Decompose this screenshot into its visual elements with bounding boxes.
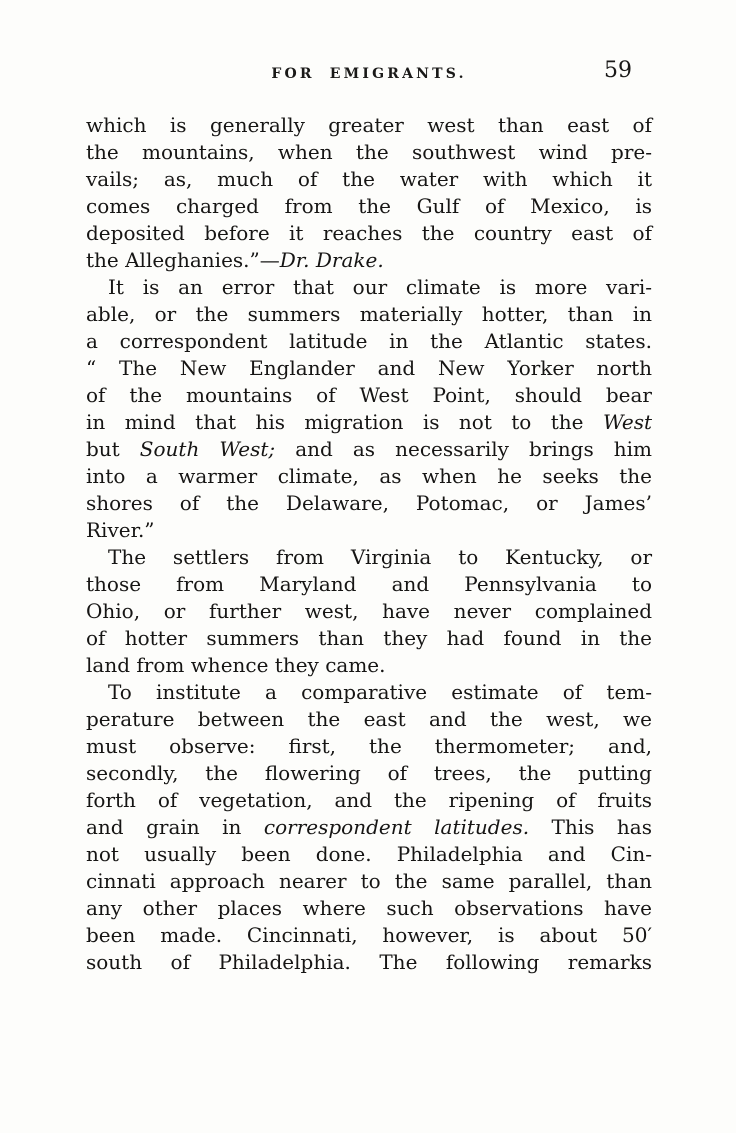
text-line xyxy=(86,814,652,841)
page-number: 59 xyxy=(604,58,632,83)
text-segment: but xyxy=(86,437,140,461)
text-segment: into a warmer climate, as when he seeks the xyxy=(86,464,652,488)
text-segment: shores of the Delaware, Potomac, or James’ xyxy=(86,491,652,515)
text-segment: cinnati approach nearer to the same parallel, than xyxy=(86,869,652,893)
text-line xyxy=(86,382,652,409)
text-line xyxy=(86,436,652,463)
text-segment: “ The New Englander and New Yorker north xyxy=(86,356,652,380)
text-line xyxy=(86,328,652,355)
text-segment: which is generally greater west than east of xyxy=(86,113,652,137)
text-line xyxy=(86,868,652,895)
paragraph xyxy=(86,112,652,274)
italic-text: Dr. Drake. xyxy=(279,248,384,272)
text-block xyxy=(86,112,652,976)
text-line xyxy=(86,895,652,922)
italic-text: correspondent latitudes. xyxy=(263,815,530,839)
text-line xyxy=(86,355,652,382)
text-segment: Ohio, or further west, have never complained xyxy=(86,599,652,623)
text-segment: the mountains, when the southwest wind pre- xyxy=(86,140,652,164)
text-line xyxy=(86,166,652,193)
text-segment: River.” xyxy=(86,518,155,542)
italic-text: West xyxy=(602,410,652,434)
text-segment: secondly, the flowering of trees, the putting xyxy=(86,761,652,785)
running-title: FOR EMIGRANTS. xyxy=(271,66,467,82)
page-header xyxy=(86,58,652,112)
text-segment: the Alleghanies.”— xyxy=(86,248,280,272)
text-line xyxy=(86,679,652,706)
text-segment: The settlers from Virginia to Kentucky, or xyxy=(108,545,652,569)
text-segment: south of Philadelphia. The following remarks xyxy=(86,950,652,974)
text-line xyxy=(86,220,652,247)
text-line xyxy=(86,787,652,814)
text-line xyxy=(86,463,652,490)
text-segment: To institute a comparative estimate of tem- xyxy=(108,680,652,704)
text-line xyxy=(86,193,652,220)
text-segment: and grain in xyxy=(86,815,264,839)
text-segment: must observe: first, the thermometer; and, xyxy=(86,734,652,758)
text-segment: It is an error that our climate is more vari- xyxy=(108,275,652,299)
text-segment: not usually been done. Philadelphia and Cin- xyxy=(86,842,652,866)
text-column xyxy=(86,58,652,976)
paragraph xyxy=(86,679,652,976)
text-line xyxy=(86,598,652,625)
text-line xyxy=(86,922,652,949)
text-segment: This has xyxy=(529,815,652,839)
text-segment: of hotter summers than they had found in the xyxy=(86,626,652,650)
text-line xyxy=(86,571,652,598)
paragraph xyxy=(86,544,652,679)
paragraph xyxy=(86,274,652,544)
text-line xyxy=(86,841,652,868)
italic-text: South West; xyxy=(139,437,276,461)
text-segment: any other places where such observations have xyxy=(86,896,652,920)
text-line xyxy=(86,733,652,760)
text-line xyxy=(86,544,652,571)
text-line xyxy=(86,409,652,436)
text-segment: of the mountains of West Point, should bear xyxy=(86,383,652,407)
text-segment: comes charged from the Gulf of Mexico, is xyxy=(86,194,652,218)
text-segment: land from whence they came. xyxy=(86,653,386,677)
text-line xyxy=(86,706,652,733)
text-line xyxy=(86,139,652,166)
text-line xyxy=(86,625,652,652)
text-line xyxy=(86,301,652,328)
text-segment: a correspondent latitude in the Atlantic states. xyxy=(86,329,652,353)
text-line xyxy=(86,760,652,787)
text-line xyxy=(86,652,652,679)
text-segment: forth of vegetation, and the ripening of fruits xyxy=(86,788,652,812)
text-segment: perature between the east and the west, we xyxy=(86,707,652,731)
text-line xyxy=(86,517,652,544)
text-line xyxy=(86,490,652,517)
text-line xyxy=(86,949,652,976)
text-segment: deposited before it reaches the country east of xyxy=(86,221,652,245)
text-line xyxy=(86,247,652,274)
text-segment: those from Maryland and Pennsylvania to xyxy=(86,572,652,596)
text-segment: and as necessarily brings him xyxy=(275,437,653,461)
text-segment: vails; as, much of the water with which it xyxy=(86,167,652,191)
text-segment: been made. Cincinnati, however, is about 50′ xyxy=(86,923,652,947)
text-line xyxy=(86,112,652,139)
text-line xyxy=(86,274,652,301)
text-segment: in mind that his migration is not to the xyxy=(86,410,603,434)
text-segment: able, or the summers materially hotter, than in xyxy=(86,302,652,326)
